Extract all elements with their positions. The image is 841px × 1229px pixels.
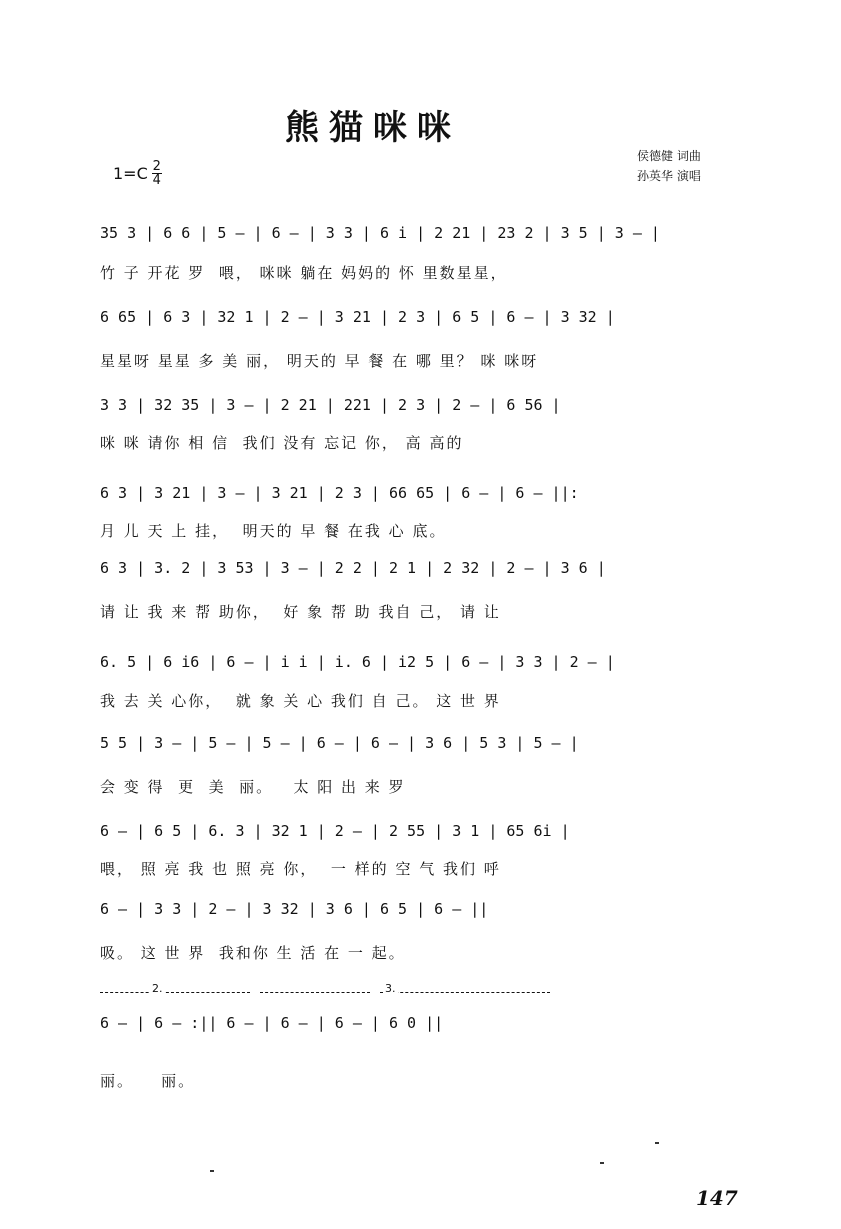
volta-line [380,992,550,993]
scan-speck [210,1170,214,1172]
time-signature-top: 2 [152,159,161,174]
credit-lyricist-composer: 侯德健 词曲 [637,149,701,163]
lyric-line: 喂， 照 亮 我 也 照 亮 你， 一 样的 空 气 我们 呼 [100,860,501,878]
time-signature-bottom: 4 [152,173,161,188]
page-number: 147 [696,1186,738,1210]
notation-line: 5 5 | 3 — | 5 — | 5 — | 6 — | 6 — | 3 6 | 5 3 | 5 — | [100,734,579,752]
lyric-line: 请 让 我 来 帮 助你， 好 象 帮 助 我自 己， 请 让 [100,603,501,621]
notation-line: 35 3 | 6 6 | 5 — | 6 — | 3 3 | 6 i | 2 21 | 23 2 | 3 5 | 3 — | [100,224,660,242]
notation-line: 6 — | 6 5 | 6. 3 | 32 1 | 2 — | 2 55 | 3 1 | 65 6i | [100,822,570,840]
lyric-line: 咪 咪 请你 相 信 我们 没有 忘记 你， 高 高的 [100,434,464,452]
lyric-line: 我 去 关 心你， 就 象 关 心 我们 自 己。 这 世 界 [100,692,501,710]
scan-speck [655,1142,659,1144]
lyric-line: 吸。 这 世 界 我和你 生 活 在 一 起。 [100,944,406,962]
lyric-line: 会 变 得 更 美 丽。 太 阳 出 来 罗 [100,778,406,796]
notation-line: 3 3 | 32 35 | 3 — | 2 21 | 221 | 2 3 | 2 — | 6 56 | [100,396,561,414]
credit-singer: 孙英华 演唱 [637,169,701,183]
key-signature [113,160,162,187]
notation-line: 6. 5 | 6 i6 | 6 — | i i | i. 6 | i2 5 | 6 — | 3 3 | 2 — | [100,653,615,671]
notation-line: 6 3 | 3. 2 | 3 53 | 3 — | 2 2 | 2 1 | 2 32 | 2 — | 3 6 | [100,559,606,577]
song-title: 熊猫咪咪 [285,108,461,148]
notation-line: 6 65 | 6 3 | 32 1 | 2 — | 3 21 | 2 3 | 6 5 | 6 — | 3 32 | [100,308,615,326]
credits [637,146,701,186]
volta-label: 3. [385,982,396,995]
notation-line: 6 — | 6 — :|| 6 — | 6 — | 6 — | 6 0 || [100,1014,444,1032]
volta-line [100,992,250,993]
volta-line [260,992,370,993]
notation-line: 6 3 | 3 21 | 3 — | 3 21 | 2 3 | 66 65 | 6 — | 6 — ||: [100,484,579,502]
lyric-line: 星星呀 星星 多 美 丽， 明天的 早 餐 在 哪 里？ 咪 咪呀 [100,352,539,370]
time-signature [152,160,162,187]
scan-speck [600,1162,604,1164]
lyric-line: 月 儿 天 上 挂， 明天的 早 餐 在我 心 底。 [100,522,447,540]
volta-label: 2. [152,982,163,995]
volta-brackets [100,982,560,1000]
notation-line: 6 — | 3 3 | 2 — | 3 32 | 3 6 | 6 5 | 6 — || [100,900,489,918]
lyric-line: 竹 子 开花 罗 喂， 咪咪 躺在 妈妈的 怀 里数星星， [100,264,508,282]
lyric-line: 丽。 丽。 [100,1072,196,1090]
key-label: 1=C [113,164,148,183]
